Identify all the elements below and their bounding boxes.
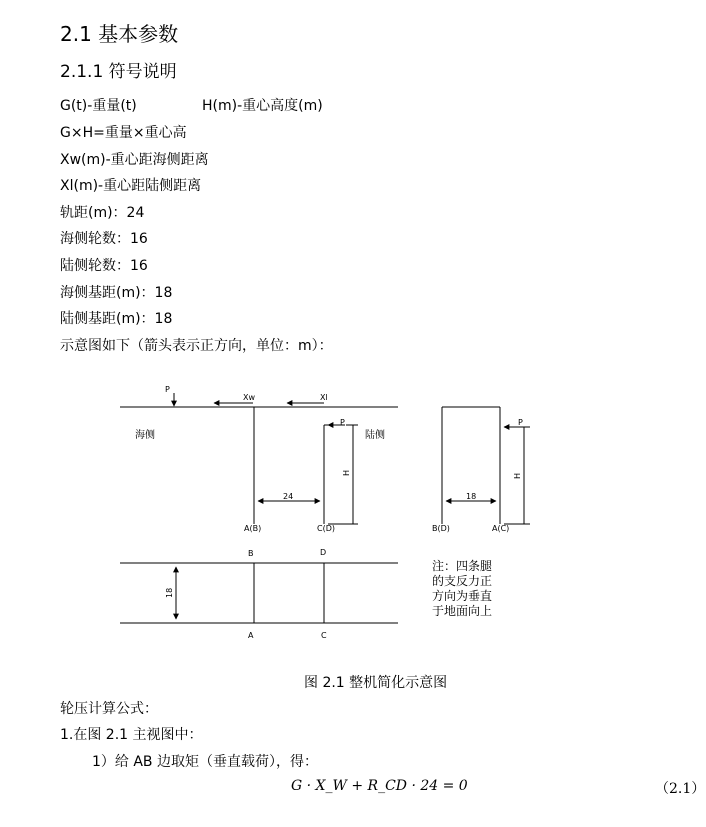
symbol-line-2: G×H=重量×重心高: [60, 125, 187, 141]
label-bd: B(D): [432, 524, 450, 533]
label-cd: C(D): [317, 524, 335, 533]
label-base-18: 18: [165, 587, 174, 598]
equation-2-1: [291, 778, 468, 794]
label-24: 24: [283, 492, 294, 501]
subsection-heading: 2.1.1 符号说明: [60, 62, 177, 82]
label-b: B: [248, 549, 254, 558]
note-line-2: 的支反力正: [432, 574, 493, 588]
label-ac: A(C): [492, 524, 510, 533]
section-heading: 2.1 基本参数: [60, 22, 179, 46]
symbol-line-6: 海侧轮数：16: [60, 231, 148, 247]
label-ab: A(B): [244, 524, 262, 533]
label-sea-side: 海侧: [135, 430, 155, 441]
symbol-g: G(t)-重量(t): [60, 98, 137, 114]
label-side-p: P: [518, 418, 523, 427]
label-p-top: P: [165, 385, 170, 394]
label-c: C: [321, 631, 327, 640]
label-side-h: H: [513, 472, 522, 479]
label-land-side: 陆侧: [365, 430, 385, 441]
label-p-right: P: [340, 418, 345, 427]
step-1-1: 1）给 AB 边取矩（垂直载荷），得：: [92, 754, 318, 770]
label-d: D: [320, 548, 327, 557]
symbol-line-8: 海侧基距(m)：18: [60, 285, 173, 301]
symbol-line-5: 轨距(m)：24: [60, 205, 145, 221]
note-line-1: 注：四条腿: [432, 559, 493, 573]
formula-intro: 轮压计算公式：: [60, 701, 158, 717]
equation-text: G · X_W + R_CD · 24 = 0: [291, 778, 468, 794]
symbol-line-3: Xw(m)-重心距海侧距离: [60, 152, 209, 168]
symbol-line-10: 示意图如下（箭头表示正方向，单位：m）：: [60, 338, 333, 354]
symbol-h: H(m)-重心高度(m): [202, 98, 323, 114]
label-xl: Xl: [320, 393, 328, 402]
note-line-4: 于地面向上: [432, 604, 493, 618]
equation-number: （2.1）: [655, 781, 706, 797]
symbol-line-7: 陆侧轮数：16: [60, 258, 148, 274]
figure-caption: 图 2.1 整机简化示意图: [304, 675, 448, 691]
label-a: A: [248, 631, 254, 640]
label-h: H: [342, 469, 351, 476]
label-side-18: 18: [466, 492, 477, 501]
symbol-line-9: 陆侧基距(m)：18: [60, 311, 173, 327]
step-1: 1.在图 2.1 主视图中：: [60, 727, 203, 743]
symbol-line-4: Xl(m)-重心距陆侧距离: [60, 178, 202, 194]
label-xw: Xw: [243, 393, 256, 402]
note-line-3: 方向为垂直: [432, 589, 493, 603]
